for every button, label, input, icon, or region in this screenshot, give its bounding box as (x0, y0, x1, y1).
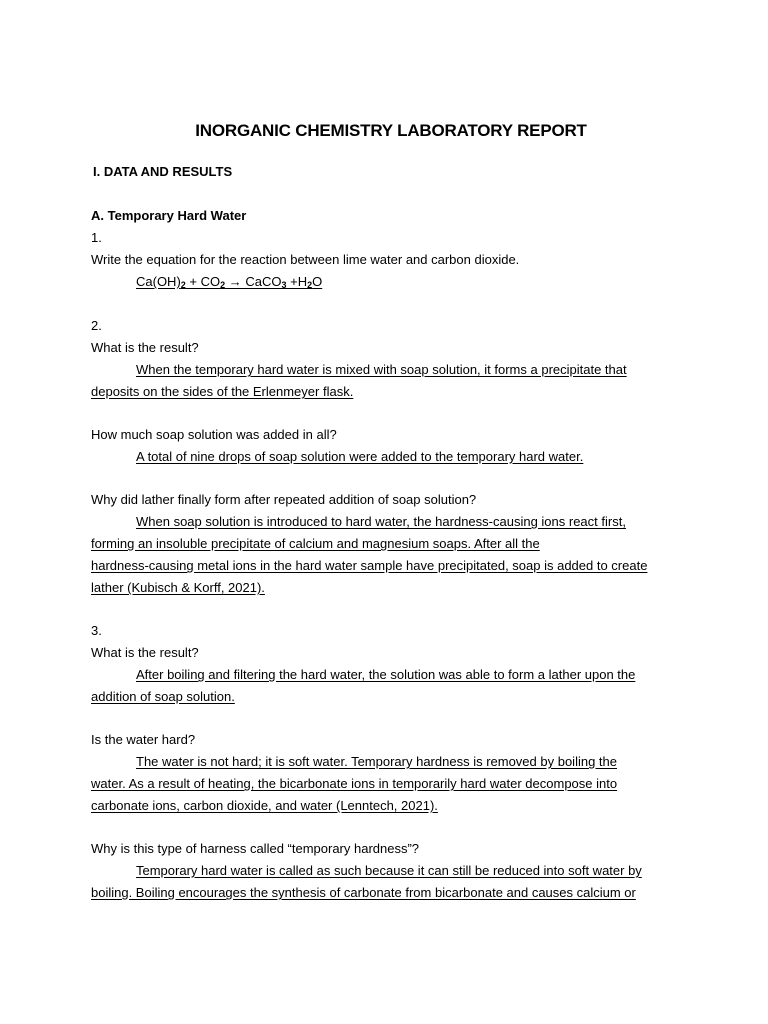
item-3-question-3: Why is this type of harness called “temporary hardness”? (91, 841, 420, 856)
item-3-answer-1-line-2: addition of soap solution. (91, 689, 235, 704)
item-2-answer-3-line-2: forming an insoluble precipitate of calcium and magnesium soaps. After all the (91, 536, 540, 551)
item-2-answer-3-line-4: lather (Kubisch & Korff, 2021). (91, 580, 265, 595)
report-title: INORGANIC CHEMISTRY LABORATORY REPORT (195, 121, 587, 140)
item-3-answer-3-line-1: Temporary hard water is called as such because it can still be reduced into soft water by (136, 863, 642, 878)
item-3-answer-2-line-1: The water is not hard; it is soft water. Temporary hardness is removed by boiling the (136, 754, 617, 769)
chemical-equation: $Ca(OH)_2 + CO_2$ → CaCO$_3$ $+H_2O$ (136, 274, 323, 290)
item-3-answer-1-line-1: After boiling and filtering the hard water, the solution was able to form a lather upon the (136, 667, 636, 682)
item-2-answer-3-line-3: hardness-causing metal ions in the hard water sample have precipitated, soap is added to create (91, 558, 648, 573)
item-2-answer-1-line-2: deposits on the sides of the Erlenmeyer flask. (91, 384, 354, 399)
subsection-heading: A. Temporary Hard Water (91, 208, 247, 223)
section-heading: I. DATA AND RESULTS (93, 164, 233, 179)
item-3-question-1: What is the result? (91, 645, 199, 660)
item-1-question: Write the equation for the reaction between lime water and carbon dioxide. (91, 252, 520, 267)
item-3-answer-2-line-3: carbonate ions, carbon dioxide, and water (Lenntech, 2021). (91, 798, 438, 813)
item-2-number: 2. (91, 318, 102, 333)
item-1-number: 1. (91, 230, 102, 245)
item-3-answer-3-line-2: boiling. Boiling encourages the synthesis of carbonate from bicarbonate and causes calcium or (91, 885, 636, 900)
item-2-question-1: What is the result? (91, 340, 199, 355)
item-2-answer-1-line-1: When the temporary hard water is mixed with soap solution, it forms a precipitate that (136, 362, 627, 377)
item-2-answer-2: A total of nine drops of soap solution were added to the temporary hard water. (136, 449, 584, 464)
item-3-question-2: Is the water hard? (91, 732, 196, 747)
item-2-answer-3-line-1: When soap solution is introduced to hard water, the hardness-causing ions react first, (136, 514, 626, 529)
item-2-question-2: How much soap solution was added in all? (91, 427, 337, 442)
item-3-answer-2-line-2: water. As a result of heating, the bicarbonate ions in temporarily hard water decompose into (91, 776, 618, 791)
item-3-number: 3. (91, 623, 102, 638)
item-2-question-3: Why did lather finally form after repeated addition of soap solution? (91, 492, 477, 507)
